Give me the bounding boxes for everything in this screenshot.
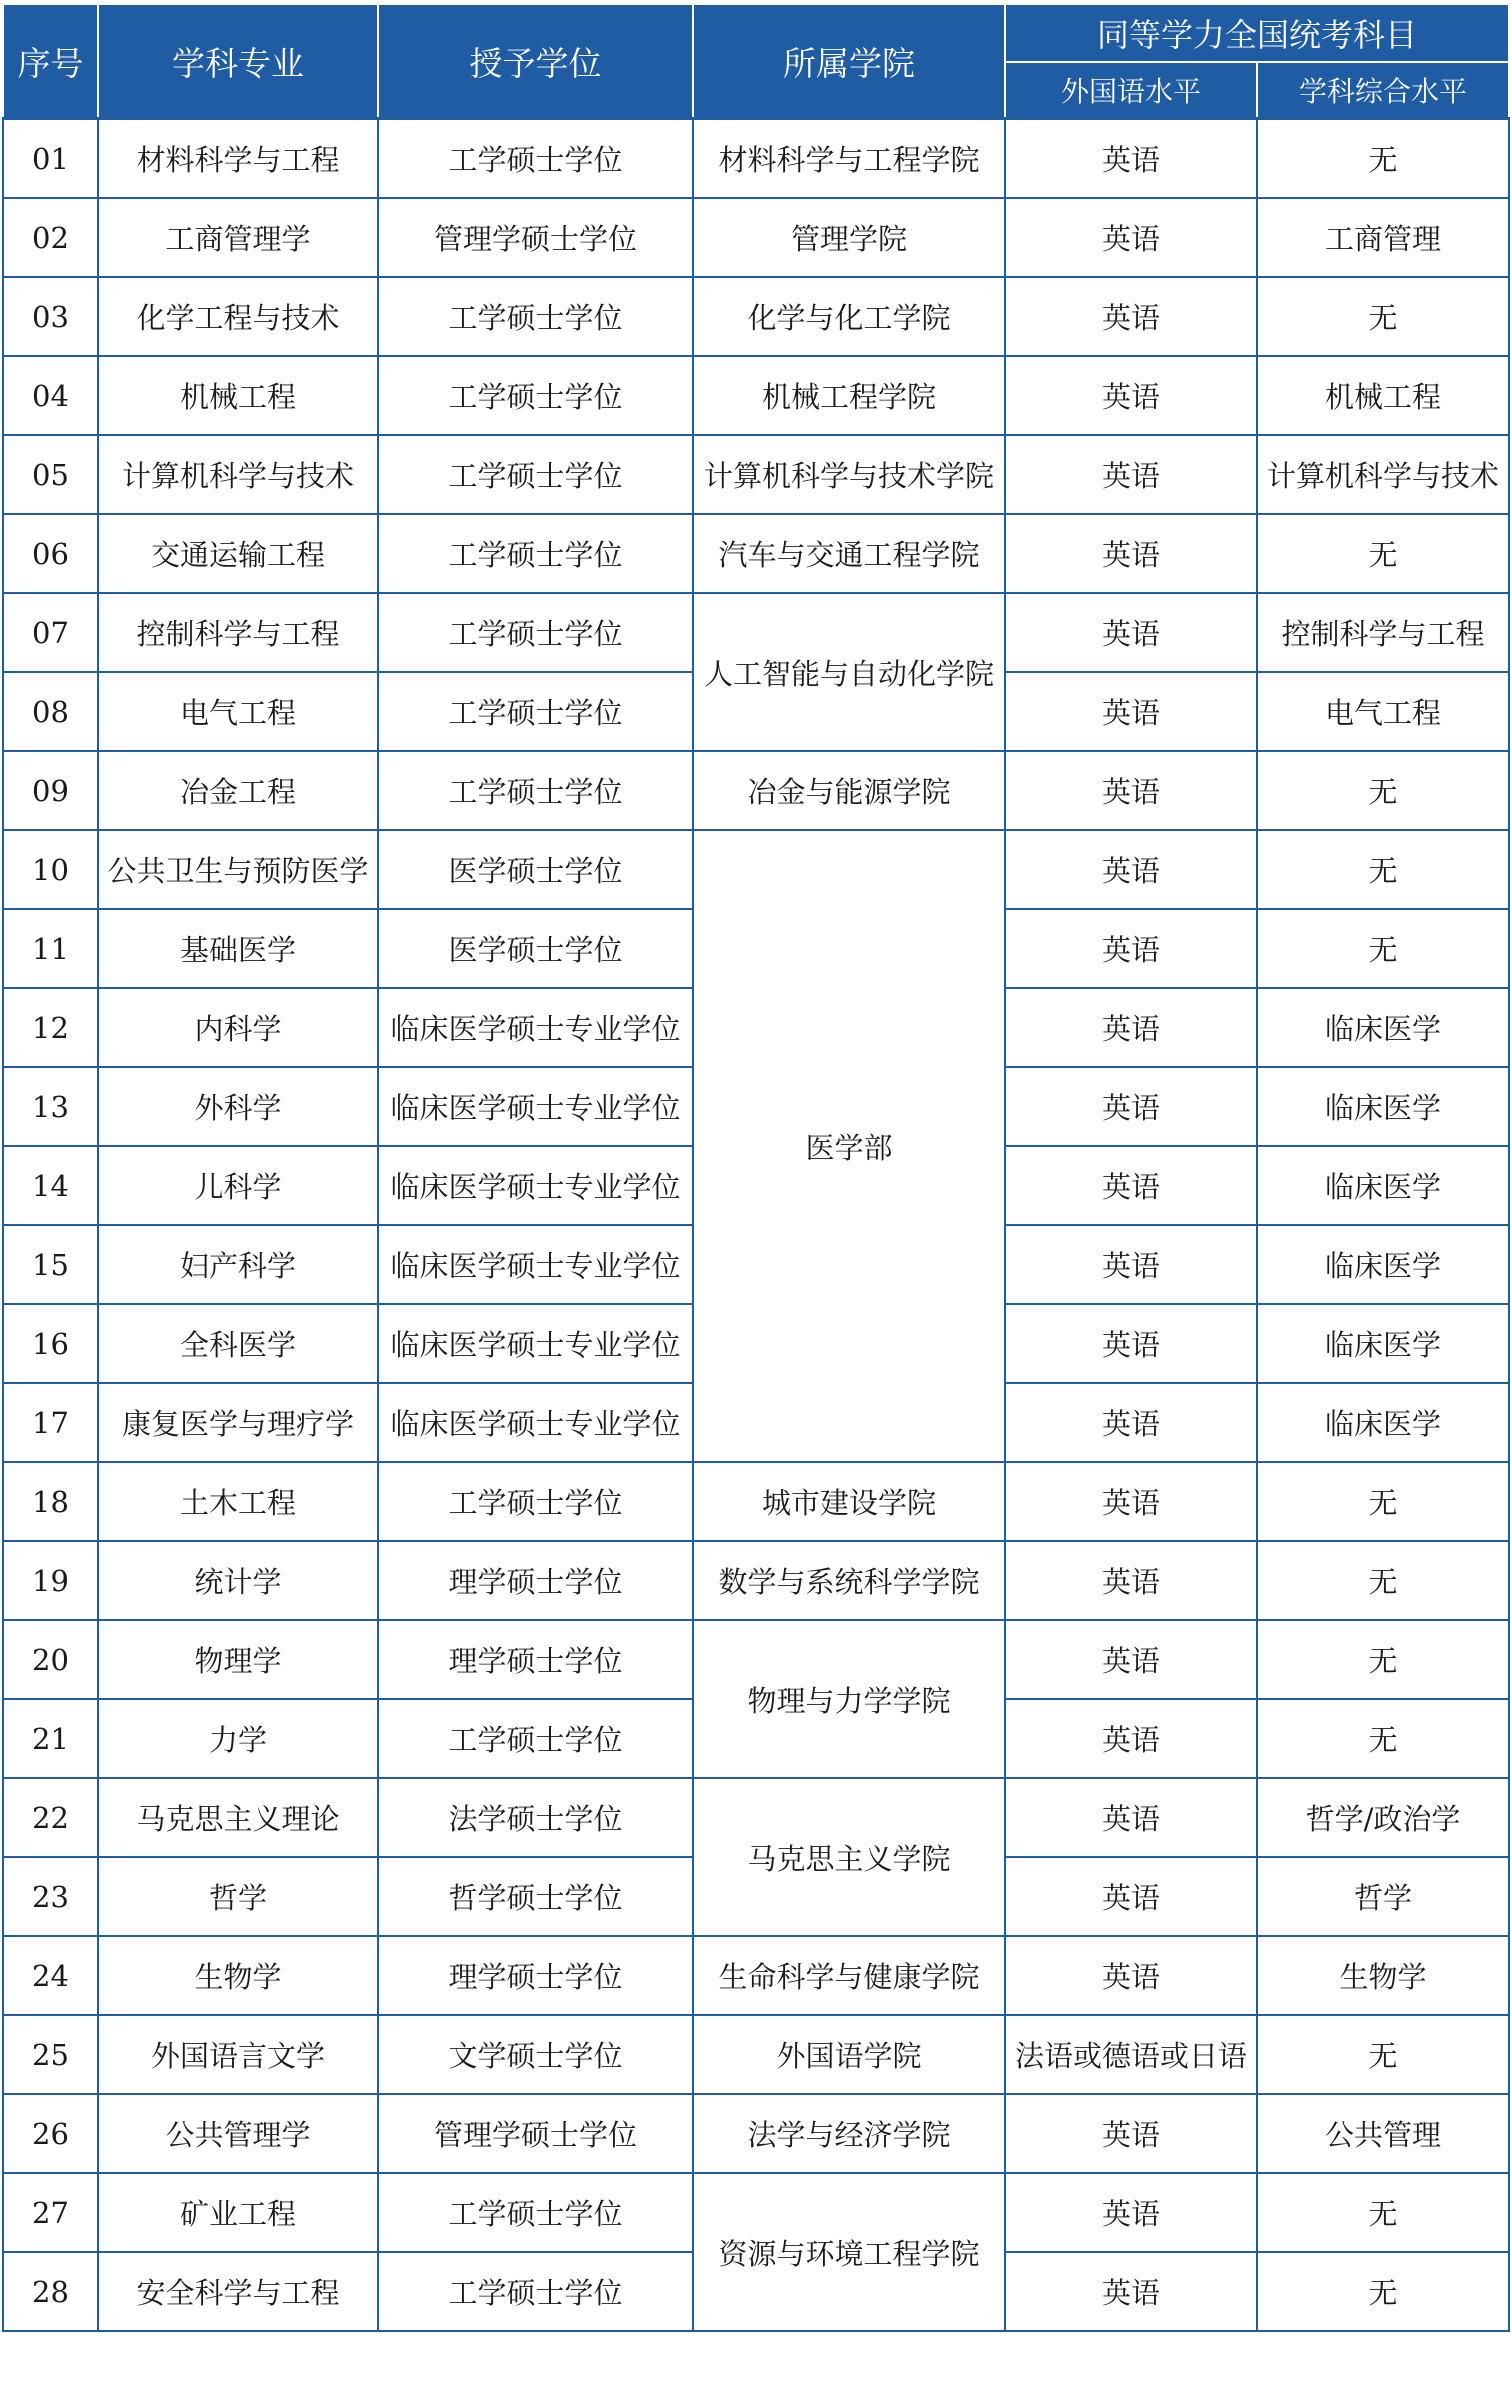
table-row [3,1541,1509,1620]
row-major: 公共管理学 [98,2094,378,2173]
row-degree: 医学硕士学位 [378,830,693,909]
row-degree: 工学硕士学位 [378,1462,693,1541]
row-degree: 文学硕士学位 [378,2015,693,2094]
table-row [3,514,1509,593]
row-index: 16 [3,1304,98,1383]
row-college: 外国语学院 [693,2015,1005,2094]
row-degree: 工学硕士学位 [378,751,693,830]
row-degree: 理学硕士学位 [378,1541,693,1620]
row-index: 26 [3,2094,98,2173]
row-index: 14 [3,1146,98,1225]
row-foreign-language: 英语 [1005,751,1257,830]
row-major: 儿科学 [98,1146,378,1225]
row-comprehensive: 无 [1257,1541,1509,1620]
row-index: 15 [3,1225,98,1304]
row-major: 交通运输工程 [98,514,378,593]
row-degree: 工学硕士学位 [378,119,693,199]
row-index: 28 [3,2252,98,2331]
table-row [3,1936,1509,2015]
row-degree: 临床医学硕士专业学位 [378,1383,693,1462]
row-degree: 工学硕士学位 [378,1699,693,1778]
table-row [3,2094,1509,2173]
row-major: 矿业工程 [98,2173,378,2252]
row-major: 内科学 [98,988,378,1067]
row-comprehensive: 无 [1257,277,1509,356]
row-comprehensive: 临床医学 [1257,1146,1509,1225]
row-college: 冶金与能源学院 [693,751,1005,830]
row-foreign-language: 英语 [1005,1383,1257,1462]
row-degree: 理学硕士学位 [378,1936,693,2015]
row-index: 03 [3,277,98,356]
row-college: 城市建设学院 [693,1462,1005,1541]
row-comprehensive: 计算机科学与技术 [1257,435,1509,514]
row-foreign-language: 英语 [1005,435,1257,514]
row-major: 外国语言文学 [98,2015,378,2094]
row-foreign-language: 英语 [1005,1778,1257,1857]
row-comprehensive: 无 [1257,830,1509,909]
row-college: 人工智能与自动化学院 [693,593,1005,751]
row-degree: 医学硕士学位 [378,909,693,988]
row-college: 机械工程学院 [693,356,1005,435]
row-college: 法学与经济学院 [693,2094,1005,2173]
table-row [3,277,1509,356]
row-foreign-language: 英语 [1005,119,1257,199]
row-index: 04 [3,356,98,435]
row-index: 24 [3,1936,98,2015]
row-comprehensive: 哲学 [1257,1857,1509,1936]
row-college: 马克思主义学院 [693,1778,1005,1936]
row-degree: 工学硕士学位 [378,435,693,514]
row-degree: 临床医学硕士专业学位 [378,1304,693,1383]
row-comprehensive: 无 [1257,1462,1509,1541]
row-college: 物理与力学学院 [693,1620,1005,1778]
row-major: 土木工程 [98,1462,378,1541]
row-major: 安全科学与工程 [98,2252,378,2331]
row-index: 17 [3,1383,98,1462]
table-row [3,119,1509,199]
row-comprehensive: 电气工程 [1257,672,1509,751]
row-index: 09 [3,751,98,830]
row-foreign-language: 英语 [1005,988,1257,1067]
row-degree: 工学硕士学位 [378,277,693,356]
row-foreign-language: 英语 [1005,356,1257,435]
row-index: 02 [3,198,98,277]
row-major: 电气工程 [98,672,378,751]
header-index: 序号 [3,4,98,119]
row-foreign-language: 英语 [1005,1541,1257,1620]
row-degree: 管理学硕士学位 [378,198,693,277]
row-comprehensive: 临床医学 [1257,1383,1509,1462]
program-table-container [2,3,1508,2332]
row-foreign-language: 英语 [1005,198,1257,277]
table-row [3,830,1509,909]
row-degree: 工学硕士学位 [378,2252,693,2331]
header-foreign-language: 外国语水平 [1005,62,1257,119]
row-major: 化学工程与技术 [98,277,378,356]
row-comprehensive: 控制科学与工程 [1257,593,1509,672]
row-major: 生物学 [98,1936,378,2015]
row-major: 控制科学与工程 [98,593,378,672]
row-foreign-language: 英语 [1005,1225,1257,1304]
row-index: 20 [3,1620,98,1699]
row-major: 基础医学 [98,909,378,988]
row-degree: 法学硕士学位 [378,1778,693,1857]
row-index: 23 [3,1857,98,1936]
row-foreign-language: 英语 [1005,1699,1257,1778]
row-major: 工商管理学 [98,198,378,277]
row-comprehensive: 工商管理 [1257,198,1509,277]
table-row [3,435,1509,514]
row-foreign-language: 英语 [1005,1620,1257,1699]
row-index: 21 [3,1699,98,1778]
row-college: 数学与系统科学学院 [693,1541,1005,1620]
row-college: 计算机科学与技术学院 [693,435,1005,514]
row-degree: 管理学硕士学位 [378,2094,693,2173]
row-index: 25 [3,2015,98,2094]
row-college: 材料科学与工程学院 [693,119,1005,199]
row-foreign-language: 英语 [1005,1067,1257,1146]
row-foreign-language: 英语 [1005,514,1257,593]
header-major: 学科专业 [98,4,378,119]
table-row [3,1462,1509,1541]
row-major: 统计学 [98,1541,378,1620]
row-foreign-language: 英语 [1005,909,1257,988]
row-index: 08 [3,672,98,751]
row-comprehensive: 无 [1257,751,1509,830]
row-foreign-language: 英语 [1005,2173,1257,2252]
row-foreign-language: 英语 [1005,1936,1257,2015]
row-major: 物理学 [98,1620,378,1699]
row-foreign-language: 英语 [1005,1304,1257,1383]
row-index: 07 [3,593,98,672]
row-foreign-language: 英语 [1005,2252,1257,2331]
row-foreign-language: 英语 [1005,1146,1257,1225]
row-degree: 工学硕士学位 [378,356,693,435]
table-row [3,1620,1509,1699]
row-college: 化学与化工学院 [693,277,1005,356]
row-index: 06 [3,514,98,593]
program-table [2,3,1510,2332]
table-row [3,751,1509,830]
header-comprehensive: 学科综合水平 [1257,62,1509,119]
row-index: 18 [3,1462,98,1541]
row-major: 康复医学与理疗学 [98,1383,378,1462]
row-degree: 工学硕士学位 [378,672,693,751]
row-index: 22 [3,1778,98,1857]
row-degree: 临床医学硕士专业学位 [378,988,693,1067]
row-foreign-language: 英语 [1005,830,1257,909]
row-major: 冶金工程 [98,751,378,830]
row-degree: 工学硕士学位 [378,514,693,593]
row-index: 11 [3,909,98,988]
row-foreign-language: 英语 [1005,2094,1257,2173]
row-comprehensive: 无 [1257,1620,1509,1699]
row-college: 医学部 [693,830,1005,1462]
row-college: 生命科学与健康学院 [693,1936,1005,2015]
row-index: 13 [3,1067,98,1146]
table-row [3,2173,1509,2252]
row-degree: 哲学硕士学位 [378,1857,693,1936]
header-college: 所属学院 [693,4,1005,119]
row-comprehensive: 临床医学 [1257,1067,1509,1146]
row-foreign-language: 英语 [1005,277,1257,356]
row-index: 10 [3,830,98,909]
row-comprehensive: 无 [1257,2015,1509,2094]
row-index: 27 [3,2173,98,2252]
row-index: 05 [3,435,98,514]
row-degree: 理学硕士学位 [378,1620,693,1699]
header-exam-group: 同等学力全国统考科目 [1005,4,1509,62]
row-comprehensive: 无 [1257,514,1509,593]
row-college: 管理学院 [693,198,1005,277]
row-major: 哲学 [98,1857,378,1936]
row-comprehensive: 哲学/政治学 [1257,1778,1509,1857]
row-comprehensive: 临床医学 [1257,1225,1509,1304]
row-degree: 临床医学硕士专业学位 [378,1067,693,1146]
table-row [3,356,1509,435]
row-index: 12 [3,988,98,1067]
row-major: 公共卫生与预防医学 [98,830,378,909]
row-major: 全科医学 [98,1304,378,1383]
header-degree: 授予学位 [378,4,693,119]
row-major: 妇产科学 [98,1225,378,1304]
row-comprehensive: 无 [1257,2173,1509,2252]
row-degree: 工学硕士学位 [378,593,693,672]
row-foreign-language: 英语 [1005,593,1257,672]
row-foreign-language: 英语 [1005,672,1257,751]
row-comprehensive: 临床医学 [1257,988,1509,1067]
row-comprehensive: 机械工程 [1257,356,1509,435]
row-major: 机械工程 [98,356,378,435]
row-degree: 工学硕士学位 [378,2173,693,2252]
row-foreign-language: 英语 [1005,1857,1257,1936]
row-major: 材料科学与工程 [98,119,378,199]
row-foreign-language: 法语或德语或日语 [1005,2015,1257,2094]
row-degree: 临床医学硕士专业学位 [378,1225,693,1304]
row-major: 力学 [98,1699,378,1778]
row-foreign-language: 英语 [1005,1462,1257,1541]
row-comprehensive: 无 [1257,909,1509,988]
table-row [3,198,1509,277]
row-college: 汽车与交通工程学院 [693,514,1005,593]
row-major: 外科学 [98,1067,378,1146]
table-row [3,1778,1509,1857]
row-comprehensive: 无 [1257,1699,1509,1778]
table-row [3,2015,1509,2094]
row-index: 19 [3,1541,98,1620]
row-comprehensive: 生物学 [1257,1936,1509,2015]
row-index: 01 [3,119,98,199]
row-college: 资源与环境工程学院 [693,2173,1005,2331]
row-comprehensive: 无 [1257,119,1509,199]
row-comprehensive: 公共管理 [1257,2094,1509,2173]
row-comprehensive: 临床医学 [1257,1304,1509,1383]
row-major: 计算机科学与技术 [98,435,378,514]
row-major: 马克思主义理论 [98,1778,378,1857]
row-comprehensive: 无 [1257,2252,1509,2331]
table-row [3,593,1509,672]
row-degree: 临床医学硕士专业学位 [378,1146,693,1225]
